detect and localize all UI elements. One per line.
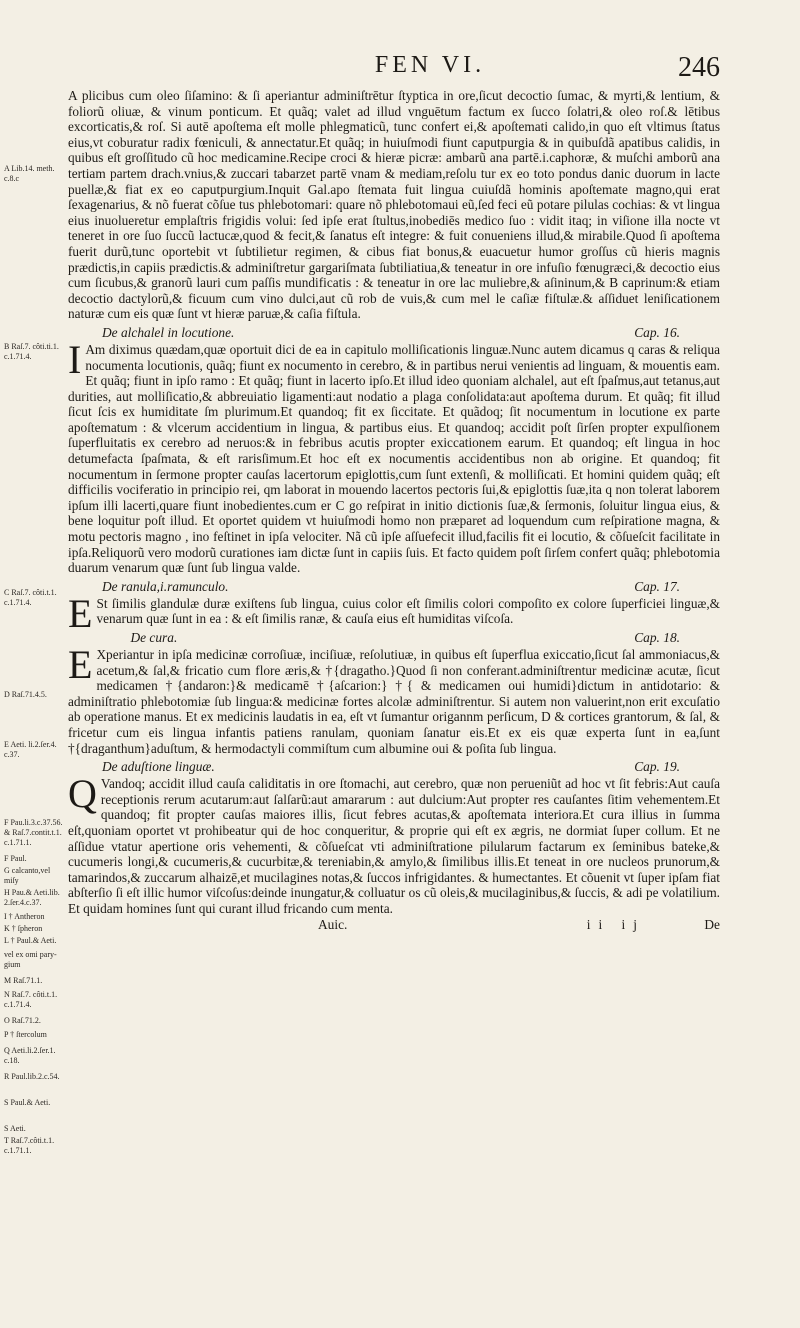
chapter-heading xyxy=(68,322,720,342)
main-text xyxy=(68,88,720,1303)
paragraph: A plicibus cum oleo ſiſamino: & ſi aperiantur adminiſtrētur ſtyptica in ore,ſicut decoctio ſumac, & myrti,& lentium, & foliorũ oliuæ, & vinum ponticum. Et quãq; valet ad illud vnguētum factum ex ſucco ſolatri,& oleo roſ.& lētibus excorticatis,& roſ. Si autē apoſtema eſt molle phlegmaticũ, tunc confert ei,& apoſtemati calido,in quo eſt vltimus ſtatus eius,vt coburatur radix fœniculi, & annectatur.Et quãq; in huiuſmodi fiunt caputpurgia & in quibuſdã apatibus calidis, in quibus eſt groſſitudo cũ hoc medicamine.Recipe croci & hieræ picræ: ambarũ ana partē.i.caphoræ, & muſchi amborũ ana tertiam partem drach.vnius,& zuccari tabarzet partē vnam & mediam,reſolu tur ex eo toto pondus danic duorum in lacte puellæ,& fiat ex eo caputpurgium.Inquit Gal.apo ſtemata fuit lingua cuiuſdã hominis apoſtemate magno,qui erat ſexagenarius, & nõ fuerat cõſue tus phlebotomari: quare nõ phlebotomaui eũ,ſed feci eũ potare pilulas cochias: & vt lingua eius inuolueretur emplaſtris frigidis volui: ſed ipſe erat ſtultus,inobediēs medico ſuo : vidit itaq; in viſione illa nocte vt teneret in ore ſuo ſuccũ lactucæ,quod & fecit,& ſanatus eſt integre: & fuit conueniens illud,& mirabile.Quod ſi apoſtema fuerit durũ,tunc oportebit vt ſubtilietur regimen, & cibus fiat bonus,& euacuetur humor groſſus cũ hieris magnis prædictis,in capiis prædictis.& adminiſtretur gargariſmata ſubtiliatiua,& teneatur in ore infuſio fœnugræci,& decoctio eius cum ſicubus,& granorũ lauri cum paſſis mundificatis : & teneatur in ore lac muliebre,& aſininum,& B caprinum:& etiam decoctio dactylorũ,& ficuum cum vino dulci,aut cũ rob de vuis,& cum mel le caſiæ fiſtulæ.& aſſiduet leniſicationem naturæ cum eis quæ ſunt vt hieræ paruæ,& caſia fiſtula. xyxy=(68,88,720,322)
drop-cap: I xyxy=(68,336,82,382)
catchword: Auic. xyxy=(318,916,348,932)
margin-notes xyxy=(4,0,64,1328)
page-number: 246 xyxy=(678,52,720,83)
chapter-heading xyxy=(68,756,720,776)
margin-note: P † ſtercolum xyxy=(4,1030,47,1039)
margin-note: T Raſ.7.côti.t.1. c.1.71.1. xyxy=(4,1136,55,1155)
paragraph xyxy=(68,590,720,636)
chapter-heading xyxy=(68,576,720,596)
next-word: De xyxy=(704,916,720,932)
paragraph-text: Xperiantur in ipſa medicinæ corroſiuæ, inciſiuæ, reſolutiuæ, in quibus eſt ſuperflua exiccatio,ſicut ſal ammoniacus,& acetum,& ſal,& fricatio cum flore æris,& †{dragatho.}Quod ſi non conferant.adminiſtrentur medicinæ acutæ, ſicut medicamen †{andaron:}& medicamē †{aſcarion:} †{ & medicamen oui humidi}dictum in antidotario: & adminiſtratio phlebotomiæ ſub lingua:& medicinæ fortes alcolæ adminiſtrentur. Si autem non valuerint,non erit excuſatio ab operatione manus. Et ex medicinis laudatis in ea, eſt vt ſumantur origannm perſicum, D & cortices grantorum, & ſal, & fricetur cum eis lingua infantis patiens ranulam, quoniam ſanatur eis.Et ex eis quæ experta ſunt in ea,ſunt †{draganthum}aduſtum, & hermodactyli commiſtum cum albumine oui & poſita ſub lingua. xyxy=(68,647,720,756)
chapter-number: Cap. 18. xyxy=(634,630,680,645)
margin-note: G calcanto,vel miſy xyxy=(4,866,51,885)
catchword-line xyxy=(68,917,720,933)
drop-cap: E xyxy=(68,590,93,636)
margin-note: E Aeti. li.2.ſer.4. c.37. xyxy=(4,740,57,759)
paragraph xyxy=(68,771,720,916)
drop-cap: E xyxy=(68,642,93,687)
margin-note: S Paul.& Aeti. xyxy=(4,1098,51,1107)
margin-note: I † Antheron xyxy=(4,912,45,921)
paragraph xyxy=(68,336,720,576)
margin-note: S Aeti. xyxy=(4,1124,26,1133)
paragraph-text: St ſimilis glandulæ duræ exiſtens ſub lingua, cuius color eſt ſimilis colori compoſito ex colore ſuperficiei linguæ,& venarum quæ ſunt in ea : & eſt ſimilis ranæ, & cauſa eius eſt humiditas viſcoſa. xyxy=(96,595,720,627)
paragraph-text: Am diximus quædam,quæ oportuit dici de ea in capitulo molliſicationis linguæ.Nunc autem dicamus q caras & reliqua nocumenta locutionis, quãq; fiunt ex nocumento in cerebro, & in partibus nerui venientis ad linguam, & mouentis eam. Et quãq; fiunt in ipſo ramo : Et quãq; fiunt in lacerto ipſo.Et illud ideo quoniam alchalel, aut eſt ſpaſmus,aut tetanus,aut durities, aut molliſicatio,& abbreuiatio ligamenti:aut nodatio a plaga conſolidata:aut apoſtema durum. Et quãq; fit illud ſicut ſcis ex humiditate ſm plurimum.Et quandoq; fit ex ſiccitate. Et quãdoq; ſit nocumentum in locutione ex parte apoſtematum : & vlcerum accidentium in lingua, & partibus eius. Et quandoq; accidit poſt ſirſen propter expulſionem ſuperfluitatis ex cerebro ad neruos:& in febribus acutis propter exiccationem earum. Et quandoq; eſt lingua in hoc detumefacta ſpaſmata, & eſt rarisſimum.Et hoc eſt ex nocumentis accidentibus non ab origine. Et quandoq; fit nocumentum in ſermone propter cauſas lacertorum epiglottis,cum ſunt extenſi, & molliſicati. Et homini quidem quãq; eſt difficilis vociferatio in principio rei, qm laborat in mouendo lacertos pectoris ſui,& epiglottis ſuæ,ita q non tolerat laborem ipſum illi lacerti,quare fiunt inobedientes.cum er C go reſpirat in initio dictionis ſuæ,& ſermonis, ſoluitur lingua eius, & bene loquitur poſt illud. Et oportet quidem vt huiuſmodi homo non præparet ad loquendum cum reſpiratione magna, & motu pectoris magno , ino feſtinet in ipſa velociter. Nã cũ ipſe aſſuefecit illud,facilis fit ei locutio, & cõſueſcit facilitate in ipſa.Reliquorũ vero modorũ curationes iam dictæ ſunt in capiis ſuis. Et facto quidem poſt ſirſem confert quãq; phlebotomia duarum venarum quæ ſunt ſub lingua valde. xyxy=(68,341,720,576)
margin-note: F Pau.li.3.c.37.56. & Raſ.7.contit.t.1. c.1.71.1. xyxy=(4,818,63,847)
chapter-heading xyxy=(96,627,720,647)
margin-note: C Raſ.7. côti.t.1. c.1.71.4. xyxy=(4,588,57,607)
margin-note: A Lib.14. meth. c.8.c xyxy=(4,164,55,183)
margin-note: Q Aeti.li.2.ſer.1. c.18. xyxy=(4,1046,56,1065)
margin-note: N Raſ.7. côti.t.1. c.1.71.4. xyxy=(4,990,58,1009)
chapter-title: De cura. xyxy=(130,630,178,645)
margin-note: F Paul. xyxy=(4,854,27,863)
margin-note: K † ſpheron xyxy=(4,924,43,933)
running-title: FEN VI. xyxy=(374,52,486,78)
chapter-number: Cap. 19. xyxy=(634,759,680,775)
drop-cap: Q xyxy=(68,771,97,817)
running-head xyxy=(250,52,720,92)
margin-note: O Raſ.71.2. xyxy=(4,1016,41,1025)
margin-note: vel ex omi pary- gium xyxy=(4,950,57,969)
margin-note: H Pau.& Aeti.lib. 2.ſer.4.c.37. xyxy=(4,888,60,907)
margin-note: M Raſ.71.1. xyxy=(4,976,43,985)
margin-note: R Paul.lib.2.c.54. xyxy=(4,1072,60,1081)
margin-note: L † Paul.& Aeti. xyxy=(4,936,57,945)
paragraph-text: Vandoq; accidit illud cauſa caliditatis in ore ſtomachi, aut cerebro, quæ non perueniũt ad hoc vt ſit febris:Aut cauſa receptionis rerum acutarum:aut ſalſarũ:aut amararum : aut dulcium:Aut propter res cauſantes ſitim vehementem.Et quandoq; fit propter cauſas maiores illis, ſicut febres acutas,& apoſtemata interiora.Et cura illius in ſumma eſt,quoniam oportet vt prohibeatur qui de hoc conqueritur, & proprie qui eſt ex ægris, ne dormiat ſuper collum. Et ne aſſidue vtatur apertione oris vehementi, & cõſueſcat vti adminiſtratione pilularum factarum ex ſeminibus bateke,& cucumeris longi,& cucumeris,& cucurbitæ,& tereniabin,& amylo,& ſimilibus illis.Et teneat in ore nucleos prunorum,& tamarindos,& zuccarum alhaizē,et mucilagines notas,& ſuccos infrigidantes. & humectantes. Et cõuenit vt ſuper ipſam fiat abſterſio ſi eſt illic humor viſcoſus:deinde inungatur,& colluatur os cũ oleis,& mucilaginibus,& ſuccis, & adi pe volatilium. Et quidam homines ſunt qui curant illud fricando cum menta. xyxy=(68,776,720,916)
chapter-number: Cap. 17. xyxy=(634,578,680,594)
signature-mark: ii ij xyxy=(586,916,645,932)
paragraph xyxy=(68,642,720,756)
chapter-title: De aduſtione linguæ. xyxy=(102,759,215,775)
chapter-title: De alchalel in locutione. xyxy=(102,324,235,340)
chapter-number: Cap. 16. xyxy=(634,324,680,340)
margin-note: B Raſ.7. côti.ti.1. c.1.71.4. xyxy=(4,342,59,361)
chapter-title: De ranula,i.ramunculo. xyxy=(102,578,229,594)
margin-note: D Raſ.71.4.5. xyxy=(4,690,47,699)
